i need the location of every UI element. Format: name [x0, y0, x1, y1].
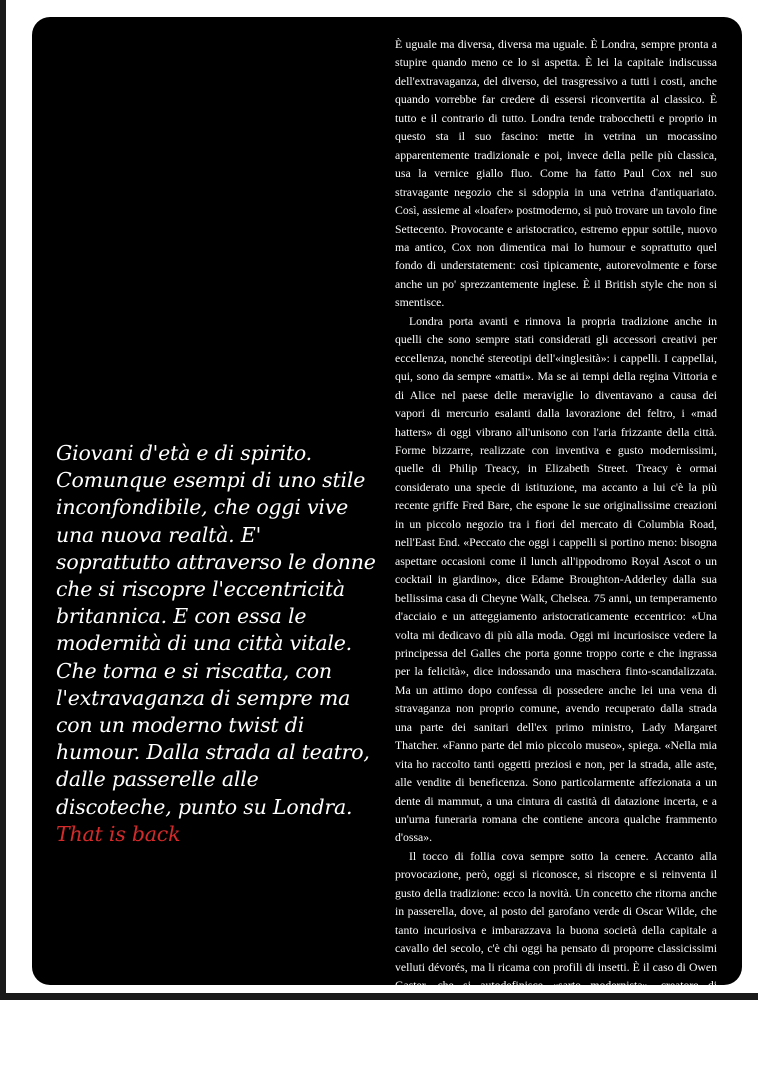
pullquote-text: Giovani d'età e di spirito. Comunque esempi di uno stile inconfondibile, che oggi vive una nuova realtà. E' soprattutto attraverso le donne che si riscopre l'eccentricità britannica. E con essa le modernità di una città vitale. Che torna e si riscatta, con l'extravaganza di sempre ma con un moderno twist di humour. Dalla strada al teatro, dalle passerelle alle discoteche, punto su Londra. [56, 441, 376, 819]
article-column [395, 36, 717, 1066]
pullquote [56, 440, 376, 848]
article-paragraph-3: Il tocco di follia cova sempre sotto la cenere. Accanto alla provocazione, però, oggi si riconosce, si riscopre e si reinventa il gusto della tradizione: ecco la novità. Un concetto che ritorna anche in passerella, dove, al posto del garofano verde di Oscar Wilde, che tanto incuriosiva e imbarazzava la buona società della capitale a cavallo del secolo, c'è chi oggi ha pensato di proporre classicissimi velluti dévorés, ma li ricama con profili di insetti. È il caso di Owen Gaster, che si autodefinisce «sarto modernista», creatore di giacchine perfette che si aprono in una spalla triangolare, con proporzioni ripensate nel solco di una tradizione assorbita e rimescolata. Tra i suoi clienti, tuttavia, non solo signore patite del classico: veste anche gli eroi giovani e [395, 849, 717, 1066]
article-paragraph-1: È uguale ma diversa, diversa ma uguale. È Londra, sempre pronta a stupire quando meno ce lo si aspetta. È lei la capitale indiscussa dell'extravaganza, del diverso, del trasgressivo a tutti i costi, anche quando vorrebbe far credere di essersi riconvertita al classico. È tutto e il contrario di tutto. Londra tende trabocchetti e proprio in questo sta il suo fascino: mette in vetrina un mocassino apparentemente tradizionale e poi, invece della pelle più classica, usa la vernice giallo fluo. Come ha fatto Paul Cox nel suo stravagante negozio che si sdoppia in una vetrina d'antiquariato. Così, assieme al «loafer» postmoderno, si può trovare un tavolo fine Settecento. Provocante e aristocratico, estremo eppur sottile, nuovo ma antico, Cox non dimentica mai lo humour e soprattutto quel fondo di understatement: così tipicamente, autorevolmente e forse anche un po' sprezzantemente inglese. È il British style che non si smentisce. [395, 38, 717, 310]
article-paragraph-2: Londra porta avanti e rinnova la propria tradizione anche in quelli che sono sempre stati considerati gli accessori creativi per eccellenza, nonché stereotipi dell'«inglesità»: i cappelli. I cappellai, qui, sono da sempre «matti». Ma se ai tempi della regina Vittoria e di Alice nel paese delle meraviglie lo diventavano a causa dei vapori di mercurio esalanti dalla lavorazione del feltro, i «mad hatters» di oggi vibrano all'unisono con l'aria frizzante della città. Forme bizzarre, realizzate con inventiva e gusto modernissimi, quelle di Philip Treacy, in Elizabeth Street. Treacy è ormai considerato una specie di istituzione, ma accanto a lui c'è la più recente griffe Fred Bare, che espone le sue originalissime creazioni in un piccolo negozio tra i fiori del mercato di Columbia Road, nell'East End. «Peccato che oggi i cappelli si portino meno: bisogna aspettare occasioni come il lunch all'ippodromo Royal Ascot o un cocktail in giardino», dice Edame Broughton-Adderley dalla sua bellissima casa di Cheyne Walk, Chelsea. 75 anni, un temperamento d'acciaio e un atteggiamento aristocraticamente eccentrico: «Una volta mi dedicavo di più alla moda. Oggi mi incuriosisce vedere la principessa del Galles che porta gonne troppo corte e che ingrassa per la felicità», dice indossando una maschera finto-scandalizzata. Ma un attimo dopo confessa di possedere anche lei una vena di stravaganza non proprio comune, avendo recuperato dalla strada una parte dei sanitari dell'ex primo ministro, Lady Margaret Thatcher. «Fanno parte del mio piccolo museo», spiega. «Nella mia vita ho raccolto tanti oggetti preziosi e non, per la strada, alle aste, alle vendite di beneficenza. Sono particolarmente affezionata a un dente di mammut, a una cintura di castità di datazione incerta, e a un'urna funeraria romana che contiene ancora qualche frammento d'ossa». [395, 314, 717, 845]
pullquote-accent: That is back [56, 821, 181, 846]
page-edge-left [0, 0, 6, 1000]
